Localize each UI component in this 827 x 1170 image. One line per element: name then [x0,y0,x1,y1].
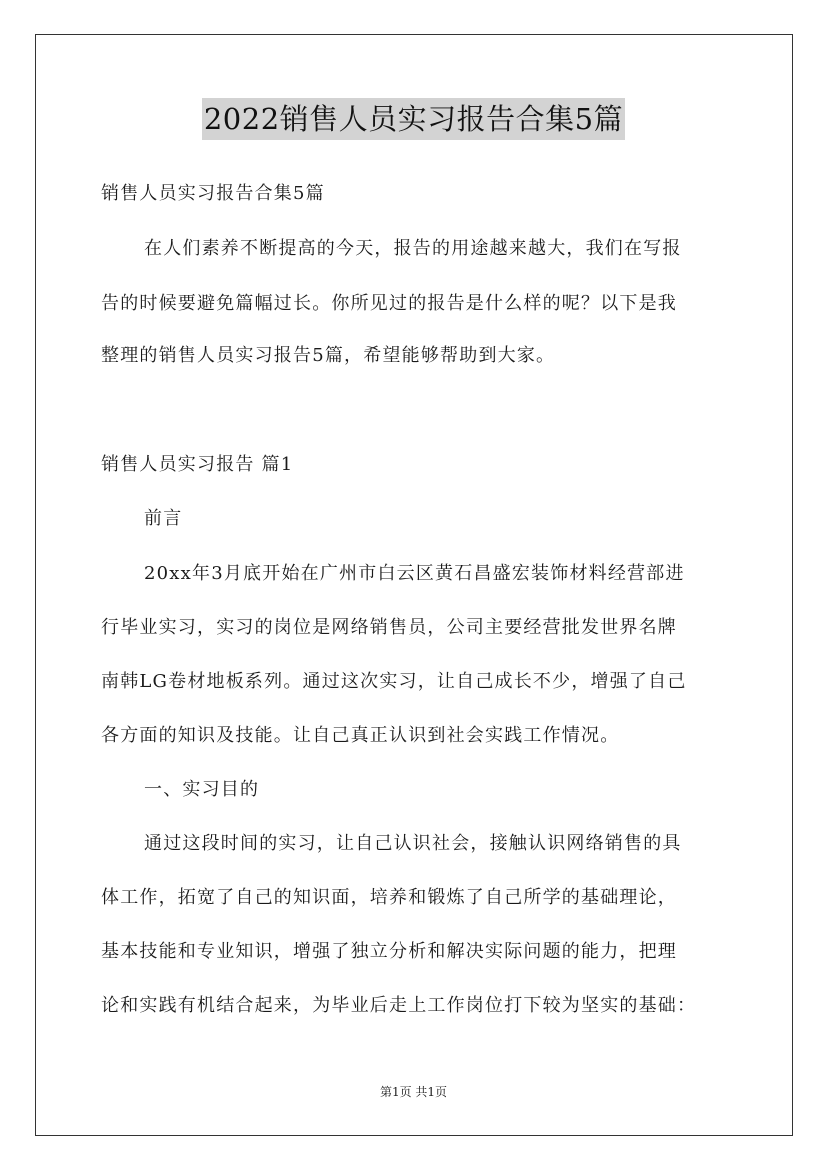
preface-line-3: 南韩LG卷材地板系列。通过这次实习，让自己成长不少，增强了自己 [101,671,687,692]
preface-line-2: 行毕业实习，实习的岗位是网络销售员，公司主要经营批发世界名牌 [101,617,677,638]
section-heading: 销售人员实习报告 篇1 [101,454,294,475]
document-title: 2022销售人员实习报告合集5篇 [202,98,625,140]
preface-line-4: 各方面的知识及技能。让自己真正认识到社会实践工作情况。 [101,725,620,746]
intro-line-2: 告的时候要避免篇幅过长。你所见过的报告是什么样的呢？以下是我 [101,293,677,314]
intro-line-1: 在人们素养不断提高的今天，报告的用途越来越大，我们在写报 [144,238,682,259]
preface-line-1: 20xx年3月底开始在广州市白云区黄石昌盛宏装饰材料经营部进 [144,563,685,584]
page-footer [0,1084,827,1100]
purpose-heading: 一、实习目的 [144,779,260,800]
title-container [0,98,827,140]
purpose-line-2: 体工作，拓宽了自己的知识面，培养和锻炼了自己所学的基础理论， [101,887,677,908]
preface-heading: 前言 [144,508,183,529]
purpose-line-4: 论和实践有机结合起来，为毕业后走上工作岗位打下较为坚实的基础： [101,995,697,1016]
intro-line-3: 整理的销售人员实习报告5篇，希望能够帮助到大家。 [101,345,556,366]
purpose-line-1: 通过这段时间的实习，让自己认识社会，接触认识网络销售的具 [144,833,682,854]
purpose-line-3: 基本技能和专业知识，增强了独立分析和解决实际问题的能力，把理 [101,941,677,962]
page-number: 第1页 [379,1085,412,1099]
document-subtitle: 销售人员实习报告合集5篇 [101,183,325,204]
total-pages: 共1页 [415,1085,448,1099]
